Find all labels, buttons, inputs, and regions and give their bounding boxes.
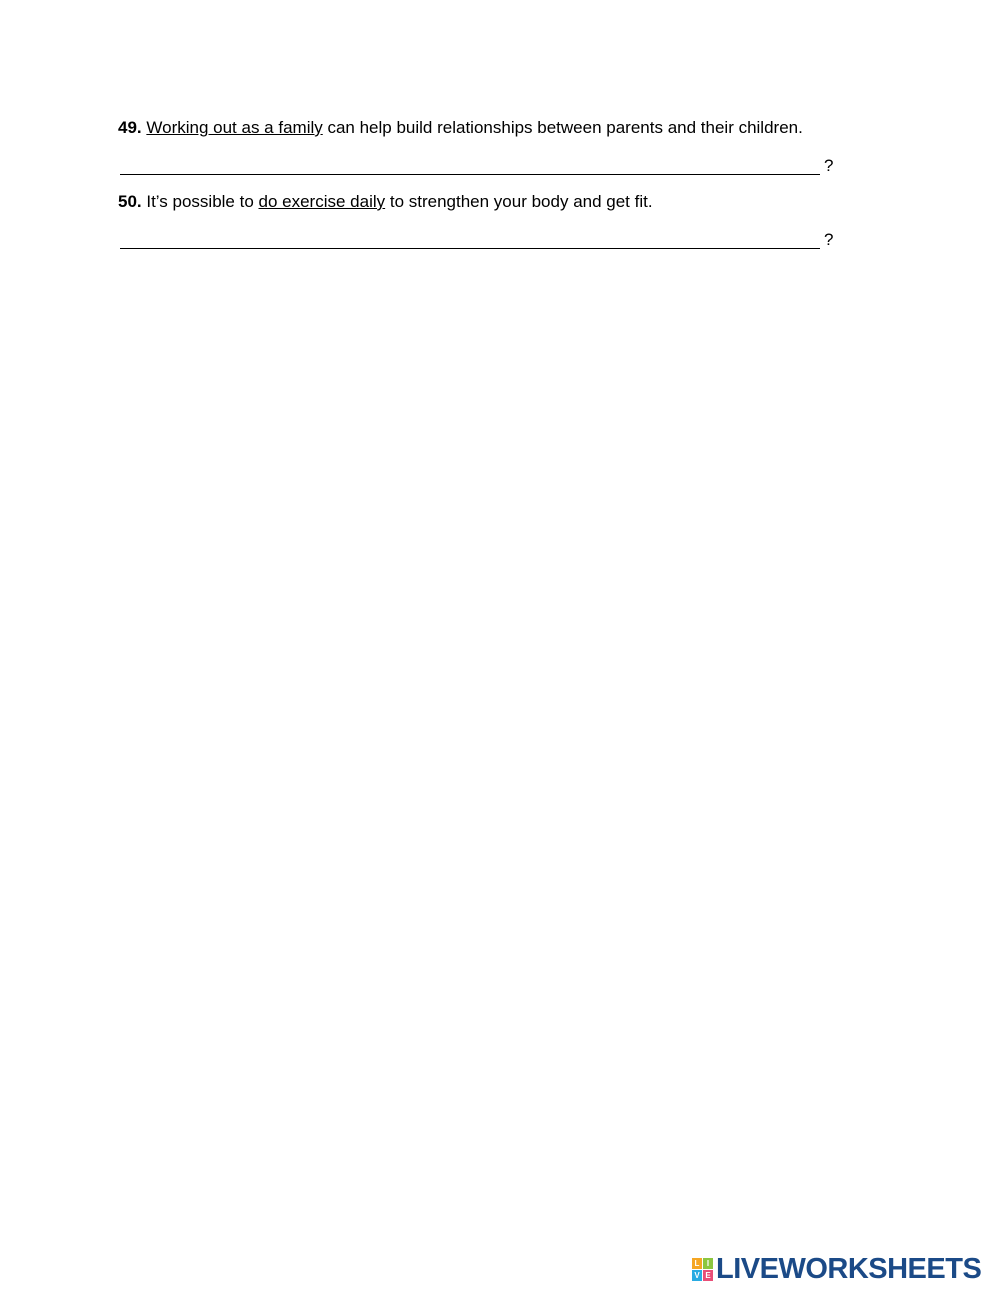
logo-text: LIVEWORKSHEETS (716, 1253, 982, 1285)
logo-tile-l: L (692, 1258, 702, 1269)
logo-tile-v: V (692, 1270, 702, 1281)
question-number: 49. (118, 118, 142, 137)
question-number: 50. (118, 192, 142, 211)
answer-input-50[interactable] (120, 230, 820, 248)
underlined-phrase: Working out as a family (146, 118, 323, 137)
question-50 (118, 192, 653, 212)
answer-line (120, 248, 820, 249)
question-text-after: to strengthen your body and get fit. (385, 192, 653, 211)
answer-row-49 (118, 156, 838, 180)
question-text-before: It’s possible to (141, 192, 259, 211)
underlined-phrase: do exercise daily (258, 192, 386, 211)
question-mark: ? (824, 156, 834, 175)
question-text-after: can help build relationships between parents and their children. (322, 118, 803, 137)
logo-tile-i: I (703, 1258, 713, 1269)
liveworksheets-logo (692, 1254, 981, 1284)
question-49 (118, 118, 803, 138)
answer-input-49[interactable] (120, 156, 820, 174)
answer-row-50 (118, 230, 838, 254)
logo-tile-e: E (703, 1270, 713, 1281)
question-mark: ? (824, 230, 834, 249)
answer-line (120, 174, 820, 175)
logo-icon (692, 1258, 713, 1281)
